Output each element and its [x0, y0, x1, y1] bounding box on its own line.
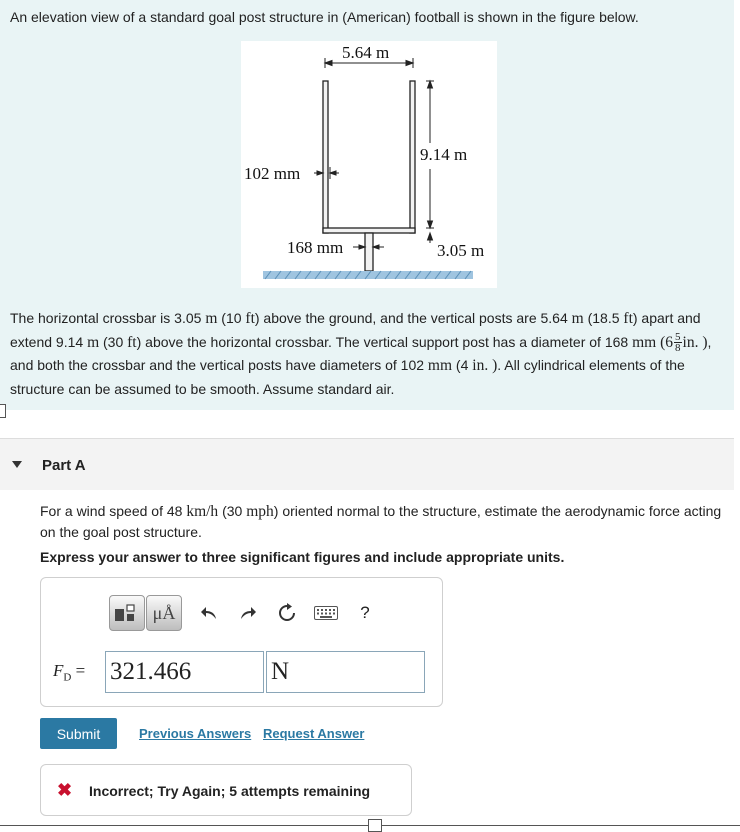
keyboard-icon[interactable] — [313, 600, 339, 626]
crossbar — [323, 228, 415, 233]
left-post — [323, 81, 328, 233]
width-label: 5.64 m — [342, 43, 390, 62]
value-input[interactable]: 321.466 — [105, 651, 264, 693]
feedback-text: Incorrect; Try Again; 5 attempts remaining — [89, 783, 371, 799]
question-text: For a wind speed of 48 km/h (30 mph) oriented normal to the structure, estimate the aerodynamic force acting on the goal post structure. — [40, 503, 722, 540]
units-button[interactable]: μÅ — [146, 595, 182, 631]
templates-button[interactable] — [109, 595, 145, 631]
collapse-caret-icon[interactable] — [12, 461, 22, 468]
incorrect-icon: ✖ — [57, 780, 73, 800]
math-toolbar — [109, 595, 378, 631]
support-diameter-label: 168 mm — [287, 238, 344, 257]
units-input[interactable]: N — [266, 651, 425, 693]
answer-instruction: Express your answer to three significant figures and include appropriate units. — [40, 549, 565, 565]
answer-box — [40, 577, 443, 707]
redo-icon[interactable] — [235, 600, 261, 626]
goal-post-figure — [241, 41, 497, 288]
problem-statement — [0, 0, 734, 410]
help-icon[interactable]: ? — [360, 603, 370, 622]
templates-icon — [114, 604, 140, 622]
request-answer-link[interactable]: Request Answer — [263, 726, 365, 741]
left-edge-handle — [0, 404, 6, 418]
feedback-box — [40, 764, 412, 816]
force-label: $F_D$ = — [53, 661, 86, 684]
previous-answers-link[interactable]: Previous Answers — [139, 726, 252, 741]
problem-details: The horizontal crossbar is 3.05 m (10 ft) above the ground, and the vertical posts are 5.64 m (18.5 ft) apart and extend 9.14 m (30 ft) above the horizontal crossbar. The vertical support post has a diameter of 168 mm (6 $\frac{5}{8}$ in. ), and both the crossbar and the vertical posts have diameters of 102 mm (4 in. ). All cylindrical elements of the structure can be assumed to be smooth. Assume standard air. — [10, 310, 712, 397]
problem-intro: An elevation view of a standard goal post structure in (American) football is shown in the figure below. — [10, 9, 639, 25]
bottom-edge-handle — [368, 819, 382, 832]
undo-icon[interactable] — [196, 600, 222, 626]
post-diameter-label: 102 mm — [244, 164, 301, 183]
submit-button[interactable]: Submit — [40, 718, 117, 749]
reset-icon[interactable] — [274, 600, 300, 626]
crossbar-height-label: 3.05 m — [437, 241, 485, 260]
part-a-header[interactable] — [0, 438, 734, 490]
height-label: 9.14 m — [420, 145, 468, 164]
right-post — [410, 81, 415, 233]
part-title: Part A — [42, 457, 86, 474]
fraction: $\frac{5}{8}$ — [675, 331, 681, 355]
support-post — [365, 233, 373, 271]
